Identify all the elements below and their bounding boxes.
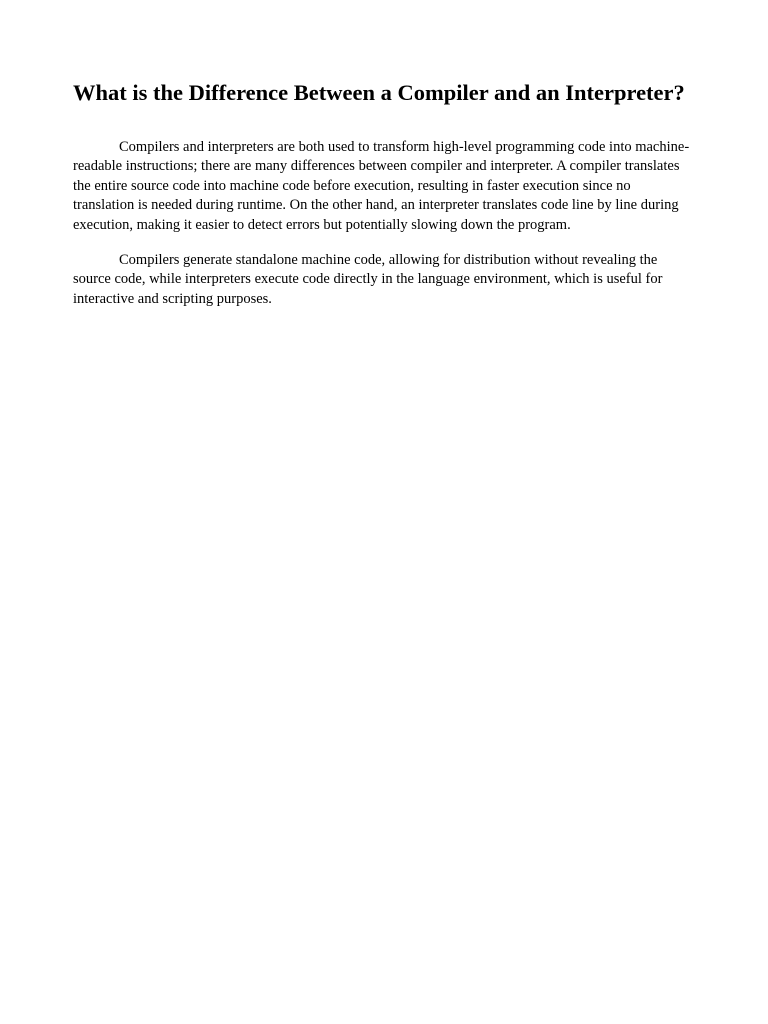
body-paragraph: Compilers and interpreters are both used to transform high-level programming code into machine-readable instructions; there are many differences between compiler and interpreter. A compiler translates the entire source code into machine code before execution, resulting in faster execution since no translation is needed during runtime. On the other hand, an interpreter translates code line by line during execution, making it easier to detect errors but potentially slowing down the program. xyxy=(73,139,690,233)
body-paragraph: Compilers generate standalone machine code, allowing for distribution without revealing the source code, while interpreters execute code directly in the language environment, which is useful for interactive and scripting purposes. xyxy=(73,252,663,307)
document-page xyxy=(73,80,695,325)
document-title: What is the Difference Between a Compiler and an Interpreter? xyxy=(73,80,685,105)
